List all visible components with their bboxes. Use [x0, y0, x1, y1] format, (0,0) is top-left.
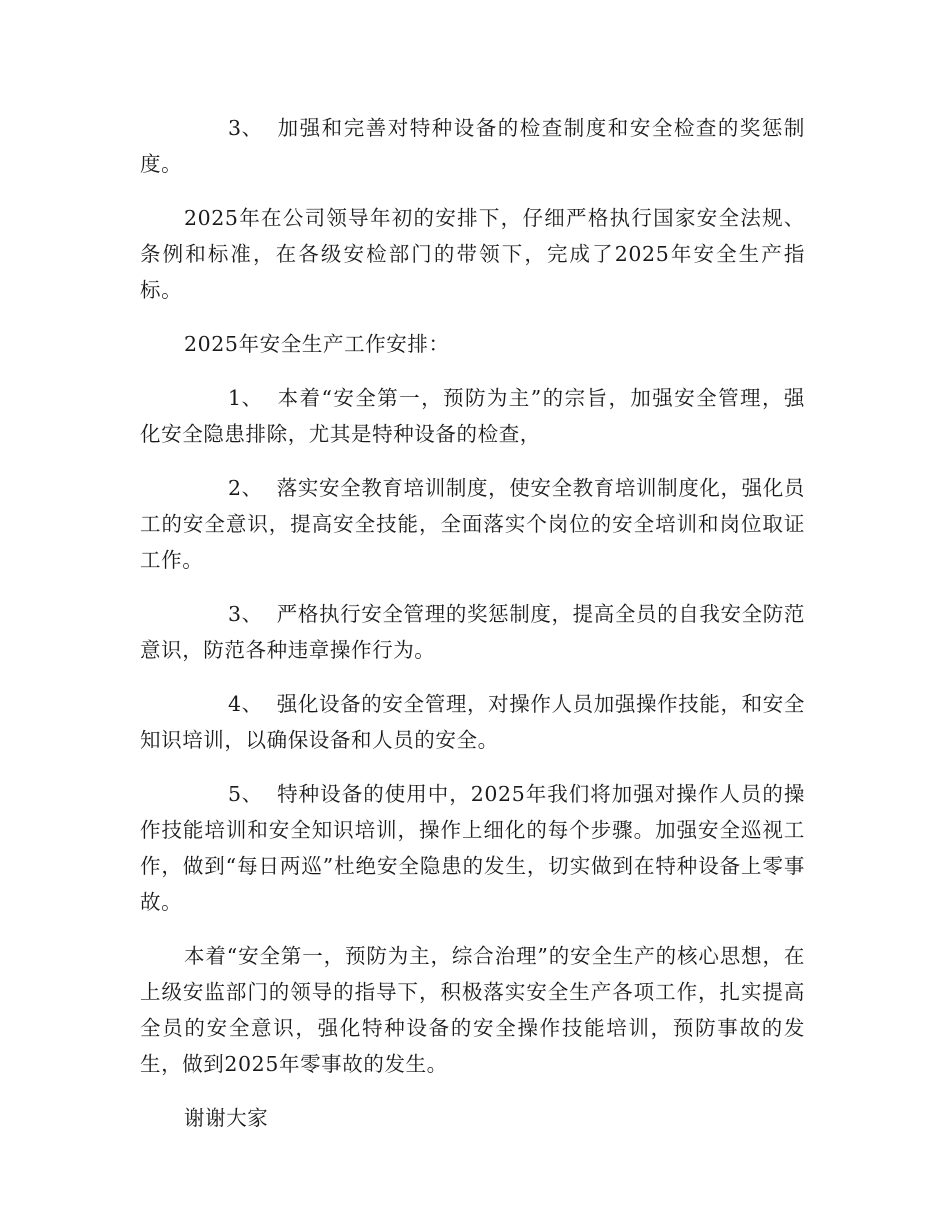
document-body — [140, 110, 805, 1154]
item-number: 5、 — [228, 782, 263, 806]
paragraph — [140, 380, 805, 452]
paragraph — [140, 200, 805, 308]
paragraph-text: 谢谢大家 — [184, 1106, 269, 1130]
paragraph — [140, 938, 805, 1082]
paragraph — [140, 596, 805, 668]
paragraph — [140, 470, 805, 578]
item-number: 2、 — [228, 476, 263, 500]
paragraph — [140, 776, 805, 920]
item-number: 4、 — [228, 692, 263, 716]
paragraph-text: 本着“安全第一，预防为主”的宗旨，加强安全管理，强化安全隐患排除，尤其是特种设备的检查， — [140, 386, 805, 446]
paragraph-text: 强化设备的安全管理，对操作人员加强操作技能，和安全知识培训，以确保设备和人员的安全。 — [140, 692, 805, 752]
paragraph — [140, 686, 805, 758]
paragraph — [140, 110, 805, 182]
paragraph-text: 2025年安全生产工作安排： — [184, 332, 450, 356]
paragraph-text: 严格执行安全管理的奖惩制度，提高全员的自我安全防范意识，防范各种违章操作行为。 — [140, 602, 805, 662]
item-number: 1、 — [228, 386, 263, 410]
paragraph-text: 落实安全教育培训制度，使安全教育培训制度化，强化员工的安全意识，提高安全技能，全面落实个岗位的安全培训和岗位取证工作。 — [140, 476, 805, 572]
paragraph — [140, 326, 805, 362]
paragraph-text: 2025年在公司领导年初的安排下，仔细严格执行国家安全法规、条例和标准，在各级安检部门的带领下，完成了2025年安全生产指标。 — [140, 206, 805, 302]
closing-line — [140, 1100, 805, 1136]
paragraph-text: 本着“安全第一，预防为主，综合治理”的安全生产的核心思想，在上级安监部门的领导的指导下，积极落实安全生产各项工作，扎实提高全员的安全意识，强化特种设备的安全操作技能培训，预防事故的发生，做到2025年零事故的发生。 — [140, 944, 805, 1076]
paragraph-text: 特种设备的使用中，2025年我们将加强对操作人员的操作技能培训和安全知识培训，操作上细化的每个步骤。加强安全巡视工作，做到“每日两巡”杜绝安全隐患的发生，切实做到在特种设备上零事故。 — [140, 782, 805, 914]
paragraph-text: 加强和完善对特种设备的检查制度和安全检查的奖惩制度。 — [140, 116, 805, 176]
item-number: 3、 — [228, 602, 263, 626]
item-number: 3、 — [228, 116, 263, 140]
